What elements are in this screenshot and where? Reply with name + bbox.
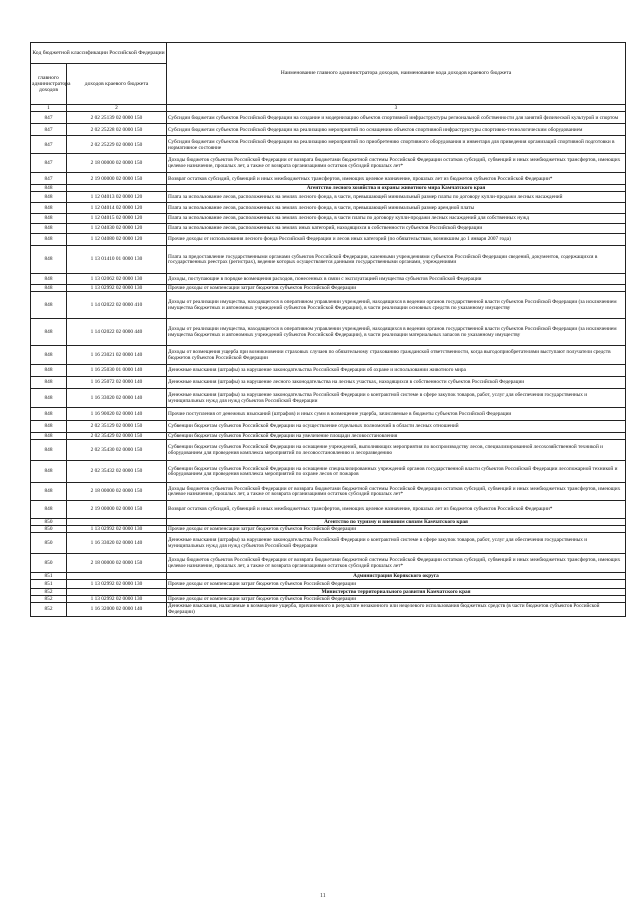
header-code-column: доходов краевого бюджета — [67, 64, 167, 105]
table-row — [31, 202, 626, 213]
revenue-code-cell — [67, 185, 167, 192]
revenue-code-cell: 2 19 00000 02 0000 150 — [67, 500, 167, 518]
revenue-name-cell: Возврат остатков субсидий, субвенций и иных межбюджетных трансфертов, имеющих целевое назначение, прошлых лет из бюджетов субъектов Российской Федерации* — [167, 500, 626, 518]
admin-code-cell: 852 — [31, 588, 67, 595]
admin-code-cell: 848 — [31, 420, 67, 432]
admin-code-cell: 847 — [31, 173, 67, 185]
revenue-code-cell: 2 18 00000 02 0000 150 — [67, 553, 167, 572]
revenue-code-cell: 1 16 25072 02 0000 140 — [67, 376, 167, 388]
admin-code-cell: 851 — [31, 579, 67, 588]
table-row — [31, 482, 626, 500]
revenue-name-cell: Субсидии бюджетам субъектов Российской Федерации на создание и модернизацию объектов спортивной инфраструктуры региональной собственности для занятий физической культурой и спортом — [167, 112, 626, 124]
header-name-column: Наименование главного администратора доходов, наименование кода доходов краевого бюджета — [167, 43, 626, 105]
admin-code-cell: 848 — [31, 364, 67, 376]
revenue-name-cell: Прочие доходы от компенсации затрат бюджетов субъектов Российской Федерации — [167, 284, 626, 291]
revenue-name-cell: Плата за использование лесов, расположенных на землях лесного фонда, в части платы по договору купли-продажи лесных насаждений для собственных нужд — [167, 213, 626, 223]
section-title-cell: Администрация Корякского округа — [167, 572, 626, 579]
table-row — [31, 291, 626, 318]
revenue-name-cell: Прочие доходы от компенсации затрат бюджетов субъектов Российской Федерации — [167, 579, 626, 588]
revenue-name-cell: Денежные взыскания (штрафы) за нарушение лесного законодательства на лесных участках, находящихся в собственности субъектов Российской Федерации — [167, 376, 626, 388]
revenue-name-cell: Плата за использование лесов, расположенных на землях лесного фонда, в части, превышающей минимальный размер платы по договору купли-продажи лесных насаждений — [167, 191, 626, 202]
revenue-code-cell: 1 13 02992 02 0000 130 — [67, 595, 167, 602]
table-row — [31, 284, 626, 291]
table-header — [31, 43, 626, 112]
column-number: 2 — [67, 105, 167, 112]
revenue-name-cell: Доходы бюджетов субъектов Российской Федерации от возврата бюджетами бюджетной системы Российской Федерации остатков субсидий, субвенций и иных межбюджетных трансфертов, имеющих целевое назначение, прошлых лет, а также от возврата организациями остатков субсидий прошлых лет* — [167, 482, 626, 500]
table-row — [31, 553, 626, 572]
admin-code-cell: 848 — [31, 460, 67, 482]
section-title-cell: Агентство по туризму и внешним связям Камчатского края — [167, 518, 626, 525]
revenue-name-cell: Доходы, поступающие в порядке возмещения расходов, понесенных в связи с эксплуатацией имущества субъектов Российской Федерации — [167, 273, 626, 284]
admin-code-cell: 848 — [31, 273, 67, 284]
revenue-code-cell: 1 13 01410 01 0000 130 — [67, 245, 167, 273]
revenue-name-cell: Плата за предоставление государственными органами субъектов Российской Федерации, казенными учреждениями субъектов Российской Федерации сведений, документов, содержащихся в государственных реестрах (регистрах), ведение которых осуществляется данными государственными органами, учреждениями — [167, 245, 626, 273]
admin-code-cell: 848 — [31, 284, 67, 291]
page-number: 11 — [320, 893, 326, 899]
revenue-code-cell — [67, 572, 167, 579]
section-row — [31, 518, 626, 525]
revenue-name-cell: Прочие доходы от использования лесного фонда Российской Федерации и лесов иных категорий (по обязательствам, возникшим до 1 января 2007 года) — [167, 233, 626, 245]
table-row — [31, 407, 626, 420]
admin-code-cell: 848 — [31, 482, 67, 500]
revenue-name-cell: Субвенции бюджетам субъектов Российской Федерации на осуществление отдельных полномочий в области лесных отношений — [167, 420, 626, 432]
table-row — [31, 595, 626, 602]
table-row — [31, 388, 626, 407]
revenue-name-cell: Плата за использование лесов, расположенных на землях лесного фонда, в части, превышающей минимальный размер арендной платы — [167, 202, 626, 213]
revenue-code-cell: 2 02 35129 02 0000 150 — [67, 420, 167, 432]
section-title-cell: Агентство лесного хозяйства и охраны животного мира Камчатского края — [167, 185, 626, 192]
table-row — [31, 345, 626, 364]
table-row — [31, 439, 626, 460]
revenue-code-cell: 2 02 25139 02 0000 150 — [67, 112, 167, 124]
admin-code-cell: 851 — [31, 572, 67, 579]
revenue-code-cell: 1 16 90020 02 0000 140 — [67, 407, 167, 420]
revenue-code-cell — [67, 518, 167, 525]
admin-code-cell: 848 — [31, 291, 67, 318]
revenue-code-cell: 1 16 25030 01 0000 140 — [67, 364, 167, 376]
table-row — [31, 532, 626, 553]
section-title-cell: Министерство территориального развития Камчатского края — [167, 588, 626, 595]
revenue-name-cell: Доходы от реализации имущества, находящегося в оперативном управлении учреждений, находящихся в ведении органов государственной власти субъектов Российской Федерации (за исключением имущества бюджетных и автономных учреждений субъектов Российской Федерации), в части реализации основных средств по указанному имуществу — [167, 291, 626, 318]
admin-code-cell: 848 — [31, 345, 67, 364]
admin-code-cell: 850 — [31, 532, 67, 553]
admin-code-cell: 848 — [31, 191, 67, 202]
revenue-code-cell: 1 16 32000 02 0000 140 — [67, 602, 167, 616]
revenue-name-cell: Субсидии бюджетам субъектов Российской Федерации на реализацию мероприятий по приобретению спортивного оборудования и инвентаря для приведения организаций спортивной подготовки в нормативное состояние — [167, 136, 626, 154]
revenue-code-table — [30, 42, 626, 617]
revenue-name-cell: Денежные взыскания (штрафы) за нарушение законодательства Российской Федерации о контрактной системе в сфере закупок товаров, работ, услуг для обеспечения государственных и муниципальных нужд для нужд субъектов Российской Федерации — [167, 388, 626, 407]
admin-code-cell: 848 — [31, 233, 67, 245]
table-row — [31, 191, 626, 202]
revenue-code-cell: 1 14 02022 02 0000 440 — [67, 318, 167, 345]
table-row — [31, 602, 626, 616]
header-admin-column: главного администратора доходов — [31, 64, 67, 105]
revenue-code-cell: 2 02 25228 02 0000 150 — [67, 124, 167, 136]
admin-code-cell: 848 — [31, 318, 67, 345]
table-row — [31, 376, 626, 388]
table-row — [31, 173, 626, 185]
section-row — [31, 572, 626, 579]
admin-code-cell: 848 — [31, 439, 67, 460]
header-group-title: Код бюджетной классификации Российской Федерации — [31, 43, 167, 64]
revenue-code-cell: 1 14 02022 02 0000 410 — [67, 291, 167, 318]
table-row — [31, 460, 626, 482]
admin-code-cell: 848 — [31, 388, 67, 407]
table-row — [31, 245, 626, 273]
table-row — [31, 500, 626, 518]
revenue-code-cell: 1 12 04030 02 0000 120 — [67, 223, 167, 233]
table-body — [31, 112, 626, 617]
revenue-name-cell: Денежные взыскания (штрафы) за нарушение законодательства Российской Федерации о контрактной системе в сфере закупок товаров, работ, услуг для обеспечения государственных и муниципальных нужд для нужд субъектов Российской Федерации — [167, 532, 626, 553]
table-row — [31, 432, 626, 439]
revenue-name-cell: Доходы бюджетов субъектов Российской Федерации от возврата бюджетами бюджетной системы Российской Федерации остатков субсидий, субвенций и иных межбюджетных трансфертов, имеющих целевое назначение, прошлых лет, а также от возврата организациями остатков субсидий прошлых лет* — [167, 154, 626, 173]
revenue-code-cell: 1 12 04013 02 0000 120 — [67, 191, 167, 202]
admin-code-cell: 850 — [31, 525, 67, 532]
admin-code-cell: 848 — [31, 407, 67, 420]
revenue-name-cell: Прочие доходы от компенсации затрат бюджетов субъектов Российской Федерации — [167, 595, 626, 602]
table-row — [31, 579, 626, 588]
table-row — [31, 273, 626, 284]
revenue-name-cell: Субвенции бюджетам субъектов Российской Федерации на оснащение специализированных учреждений органов государственной власти субъектов Российской Федерации лесопожарной техникой и оборудованием для проведения комплекса мероприятий по охране лесов от пожаров — [167, 460, 626, 482]
admin-code-cell: 847 — [31, 154, 67, 173]
table-row — [31, 154, 626, 173]
admin-code-cell: 848 — [31, 185, 67, 192]
admin-code-cell: 852 — [31, 595, 67, 602]
table-row — [31, 124, 626, 136]
revenue-code-cell: 1 16 33020 02 0000 140 — [67, 388, 167, 407]
revenue-name-cell: Субвенции бюджетам субъектов Российской Федерации на оснащение учреждений, выполняющих мероприятия по воспроизводству лесов, специализированной лесохозяйственной техникой и оборудованием для проведения комплекса мероприятий по лесовосстановлению и лесоразведению — [167, 439, 626, 460]
admin-code-cell: 847 — [31, 112, 67, 124]
revenue-code-cell: 1 12 04015 02 0000 120 — [67, 213, 167, 223]
column-number: 1 — [31, 105, 67, 112]
admin-code-cell: 848 — [31, 500, 67, 518]
section-row — [31, 185, 626, 192]
admin-code-cell: 850 — [31, 553, 67, 572]
admin-code-cell: 848 — [31, 376, 67, 388]
table-row — [31, 112, 626, 124]
revenue-code-cell: 1 16 23021 02 0000 140 — [67, 345, 167, 364]
revenue-code-cell: 2 18 00000 02 0000 150 — [67, 482, 167, 500]
admin-code-cell: 848 — [31, 432, 67, 439]
table-row — [31, 364, 626, 376]
revenue-code-cell: 1 12 04014 02 0000 120 — [67, 202, 167, 213]
table-row — [31, 223, 626, 233]
revenue-name-cell: Плата за использование лесов, расположенных на землях иных категорий, находящихся в собственности субъектов Российской Федерации — [167, 223, 626, 233]
revenue-name-cell: Субвенции бюджетам субъектов Российской Федерации на увеличение площади лесовосстановления — [167, 432, 626, 439]
table-row — [31, 318, 626, 345]
revenue-name-cell: Доходы от реализации имущества, находящегося в оперативном управлении учреждений, находящихся в ведении органов государственной власти субъектов Российской Федерации (за исключением имущества бюджетных и автономных учреждений субъектов Российской Федерации), в части реализации материальных запасов по указанному имуществу — [167, 318, 626, 345]
revenue-code-cell — [67, 588, 167, 595]
revenue-name-cell: Денежные взыскания (штрафы) за нарушение законодательства Российской Федерации об охране и использовании животного мира — [167, 364, 626, 376]
revenue-name-cell: Доходы бюджетов субъектов Российской Федерации от возврата бюджетами бюджетной системы Российской Федерации остатков субсидий, субвенций и иных межбюджетных трансфертов, имеющих целевое назначение, прошлых лет, а также от возврата организациями остатков субсидий прошлых лет* — [167, 553, 626, 572]
admin-code-cell: 850 — [31, 518, 67, 525]
revenue-code-cell: 1 12 04080 02 0000 120 — [67, 233, 167, 245]
revenue-name-cell: Денежные взыскания, налагаемые в возмещение ущерба, причиненного в результате незаконного или нецелевого использования бюджетных средств (в части бюджетов субъектов Российской Федерации) — [167, 602, 626, 616]
column-number: 3 — [167, 105, 626, 112]
revenue-code-cell: 2 19 00000 02 0000 150 — [67, 173, 167, 185]
admin-code-cell: 848 — [31, 213, 67, 223]
admin-code-cell: 848 — [31, 245, 67, 273]
revenue-code-cell: 2 02 35429 02 0000 150 — [67, 432, 167, 439]
admin-code-cell: 848 — [31, 202, 67, 213]
revenue-code-cell: 1 13 02062 02 0000 130 — [67, 273, 167, 284]
revenue-name-cell: Возврат остатков субсидий, субвенций и иных межбюджетных трансфертов, имеющих целевое назначение, прошлых лет из бюджетов субъектов Российской Федерации* — [167, 173, 626, 185]
table-row — [31, 420, 626, 432]
table-row — [31, 213, 626, 223]
revenue-code-cell: 1 16 33020 02 0000 140 — [67, 532, 167, 553]
revenue-code-cell: 2 02 35432 02 0000 150 — [67, 460, 167, 482]
revenue-code-cell: 2 18 00000 02 0000 150 — [67, 154, 167, 173]
revenue-name-cell: Прочие доходы от компенсации затрат бюджетов субъектов Российской Федерации — [167, 525, 626, 532]
revenue-name-cell: Субсидии бюджетам субъектов Российской Федерации на реализацию мероприятий по оснащению объектов спортивной инфраструктуры спортивно-технологическим оборудованием — [167, 124, 626, 136]
admin-code-cell: 852 — [31, 602, 67, 616]
revenue-code-cell: 2 02 25229 02 0000 150 — [67, 136, 167, 154]
admin-code-cell: 848 — [31, 223, 67, 233]
table-row — [31, 525, 626, 532]
table-row — [31, 233, 626, 245]
section-row — [31, 588, 626, 595]
revenue-name-cell: Прочие поступления от денежных взысканий (штрафов) и иных сумм в возмещение ущерба, зачисляемые в бюджеты субъектов Российской Федерации — [167, 407, 626, 420]
revenue-code-cell: 2 02 35430 02 0000 150 — [67, 439, 167, 460]
revenue-name-cell: Доходы от возмещения ущерба при возникновении страховых случаев по обязательному страхованию гражданской ответственности, когда выгодоприобретателями выступают получатели средств бюджетов субъектов Российской Федерации — [167, 345, 626, 364]
admin-code-cell: 847 — [31, 136, 67, 154]
admin-code-cell: 847 — [31, 124, 67, 136]
revenue-code-cell: 1 13 02992 02 0000 130 — [67, 284, 167, 291]
table-row — [31, 136, 626, 154]
revenue-code-cell: 1 13 02992 02 0000 130 — [67, 579, 167, 588]
revenue-code-cell: 1 13 02992 02 0000 130 — [67, 525, 167, 532]
